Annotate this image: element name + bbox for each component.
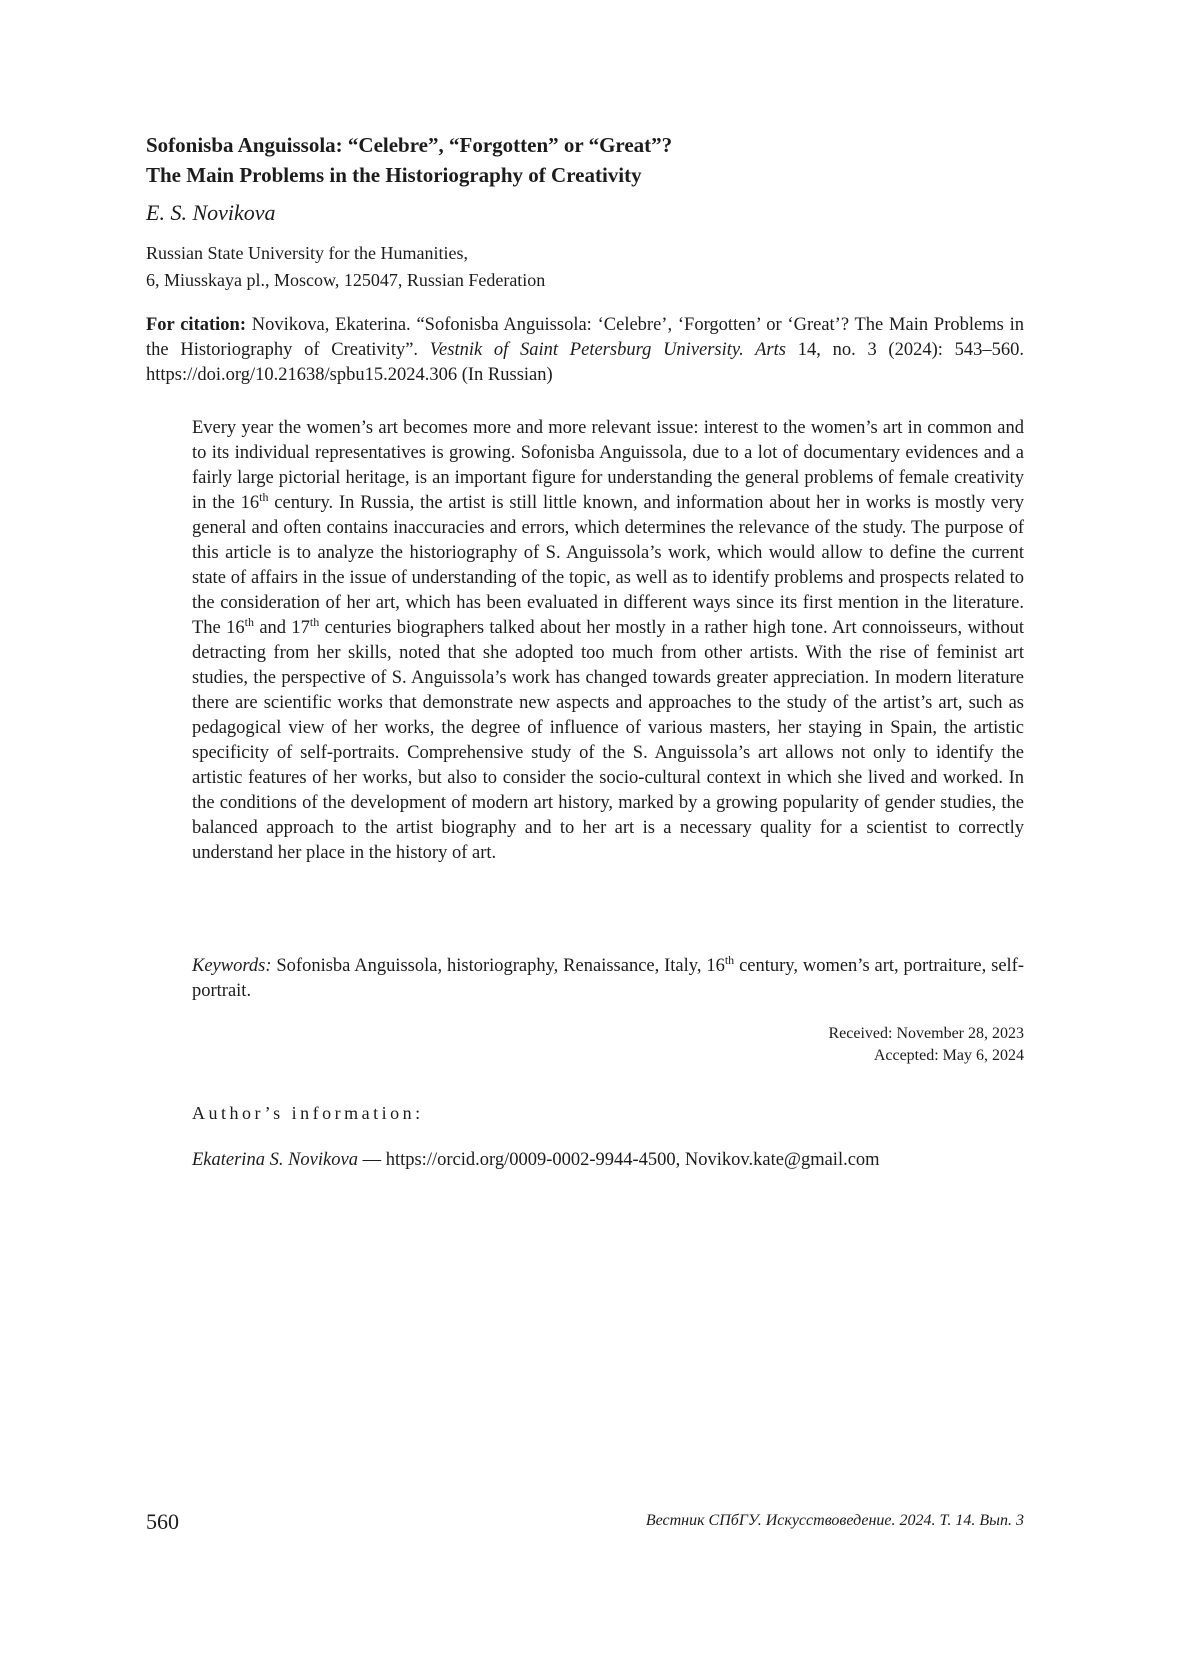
citation-text-after: 14, no. 3 (2024): 543–560. https://doi.org/10.21638/spbu15.2024.306 (In Russian) [146, 340, 1024, 385]
affiliation [146, 240, 545, 294]
title-line-2: The Main Problems in the Historiography of Creativity [146, 163, 642, 187]
abstract-text-1: Every year the women’s art becomes more and more relevant issue: interest to the women’s art in common and to its individual representatives is growing. Sofonisba Anguissola, due to a lot of documentary evidences and a fairly large pictorial heritage, is an important figure for understanding the general problems of female creativity in the 16 [192, 418, 1024, 513]
keywords-sup: th [724, 952, 735, 967]
author-info-details: https://orcid.org/0009-0002-9944-4500, Novikov.kate@gmail.com [385, 1150, 880, 1170]
abstract [192, 416, 1024, 866]
affiliation-line-1: Russian State University for the Humanities, [146, 243, 468, 263]
accepted-date: Accepted: May 6, 2024 [873, 1047, 1024, 1064]
keywords [192, 954, 1024, 1004]
citation [146, 313, 1024, 388]
keywords-text-before: Sofonisba Anguissola, historiography, Renaissance, Italy, 16 [271, 956, 725, 976]
keywords-text-after: century, women’s art, portraiture, self-portrait. [192, 956, 1024, 1001]
running-footer-journal: Вестник СПбГУ. Искусствоведение. 2024. Т. 14. Вып. 3 [645, 1512, 1024, 1529]
abstract-sup-1: th [259, 489, 269, 504]
author-info-heading: Author’s information: [192, 1103, 424, 1123]
author-info-dash: — [357, 1150, 386, 1170]
citation-journal: Vestnik of Saint Petersburg University. Arts [429, 340, 786, 360]
received-date: Received: November 28, 2023 [828, 1025, 1024, 1042]
author-info [192, 1148, 1024, 1173]
citation-label: For citation: [146, 315, 246, 335]
abstract-text-3: and 17 [253, 618, 310, 638]
abstract-sup-3: th [309, 614, 320, 629]
author-name: E. S. Novikova [146, 200, 276, 225]
author-info-name: Ekaterina S. Novikova [192, 1150, 358, 1170]
citation-text-before: Novikova, Ekaterina. “Sofonisba Anguissola: ‘Celebre’, ‘Forgotten’ or ‘Great’? The Main Problems in the Historiography of Creativity”. [146, 315, 1024, 360]
abstract-text-2: century. In Russia, the artist is still little known, and information about her in works is mostly very general and often contains inaccuracies and errors, which determines the relevance of the study. The purpose of this article is to analyze the historiography of S. Anguissola’s work, which would allow to define the current state of affairs in the issue of understanding of the topic, as well as to identify problems and prospects related to the consideration of her art, which has been evaluated in different ways since its first mention in the literature. The 16 [192, 493, 1024, 638]
abstract-sup-2: th [244, 614, 254, 629]
title-line-1: Sofonisba Anguissola: “Celebre”, “Forgotten” or “Great”? [146, 133, 673, 157]
abstract-text-4: centuries biographers talked about her mostly in a rather high tone. Art connoisseurs, without detracting from her skills, noted that she adopted too much from other artists. With the rise of feminist art studies, the perspective of S. Anguissola’s work has changed towards greater appreciation. In modern literature there are scientific works that demonstrate new aspects and approaches to the study of the artist’s art, such as pedagogical view of her works, the degree of influence of various masters, her staying in Spain, the artistic specificity of self-portraits. Comprehensive study of the S. Anguissola’s art allows not only to identify the artistic features of her works, but also to consider the socio-cultural context in which she lived and worked. In the conditions of the development of modern art history, marked by a growing popularity of gender studies, the balanced approach to the artist biography and to her art is a necessary quality for a scientist to correctly understand her place in the history of art. [192, 618, 1025, 863]
page-number: 560 [146, 1509, 179, 1534]
affiliation-line-2: 6, Miusskaya pl., Moscow, 125047, Russian Federation [146, 270, 546, 290]
article-title [146, 130, 1024, 190]
keywords-label: Keywords: [192, 956, 272, 976]
article-dates [829, 1023, 1025, 1067]
